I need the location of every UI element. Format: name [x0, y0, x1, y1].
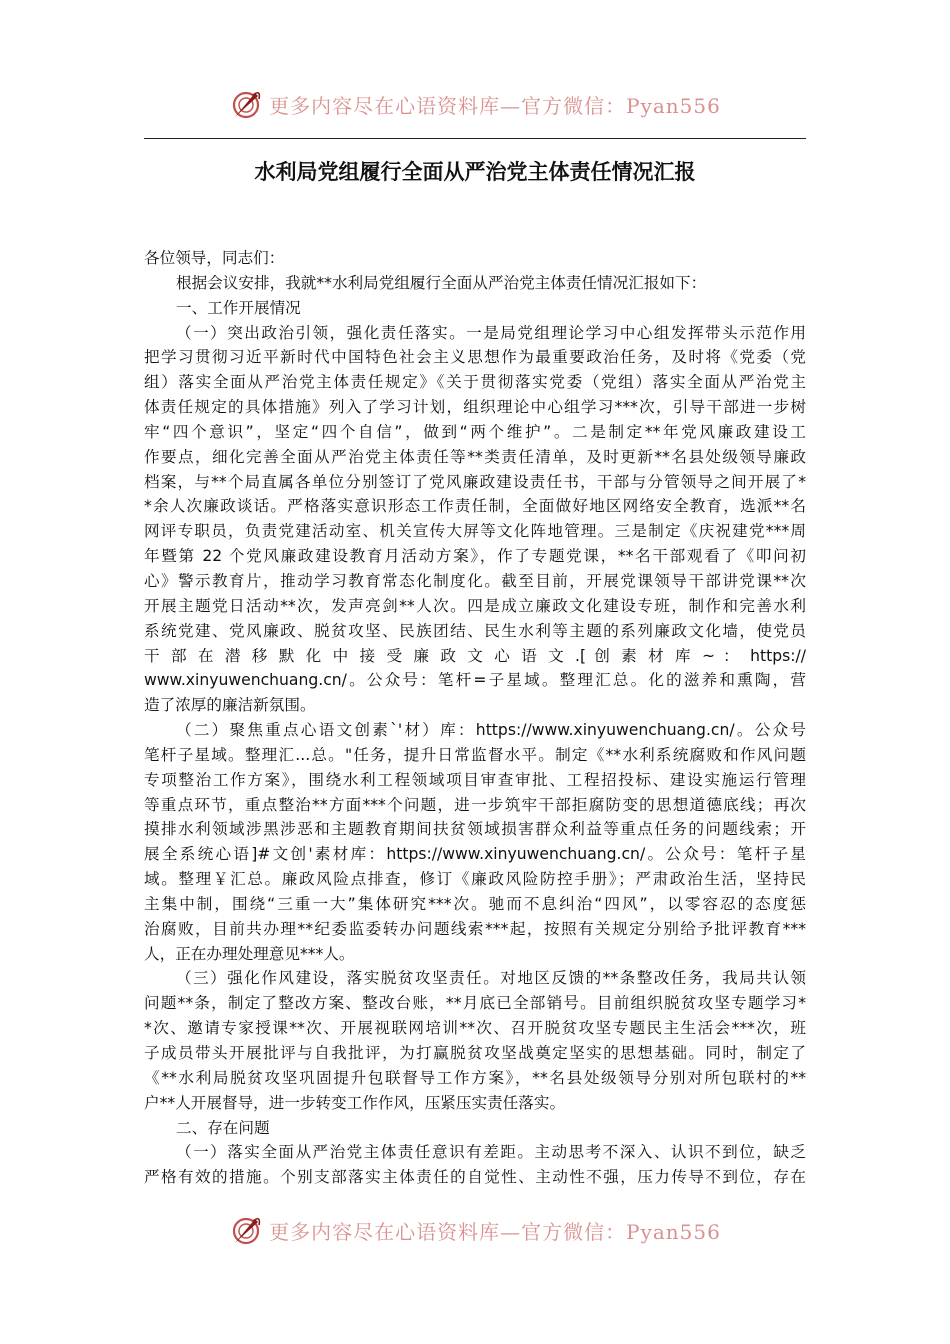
- text-line: 严格有效的措施。个别支部落实主体责任的自觉性、主动性不强，压力传导不到位，存在: [144, 1168, 806, 1187]
- text-line: 年暨第 22 个党风廉政建设教育月活动方案》，作了专题党课，**名干部观看了《叩问初: [144, 547, 806, 566]
- text-line: （一）落实全面从严治党主体责任意识有差距。主动思考不深入、认识不到位，缺乏: [176, 1143, 806, 1162]
- text-line: www.xinyuwenchuang.cn/。公众号：笔杆=子星域。整理汇总。化的滋养和熏陶，营: [144, 671, 806, 690]
- page-title: 水利局党组履行全面从严治党主体责任情况汇报: [254, 160, 696, 184]
- text-line: 摸排水利领域涉黑涉恶和主题教育期间扶贫领域损害群众利益等重点任务的问题线索；开: [144, 820, 806, 839]
- text-line: 组）落实全面从严治党主体责任规定》《关于贯彻落实党委（党组）落实全面从严治党主: [144, 373, 806, 392]
- text-line: 干 部 在 潜 移 默 化 中 接 受 廉 政 文 心 语 文 .[ 创 素 材 库 ~ ： https://: [144, 646, 806, 665]
- text-line: （三）强化作风建设，落实脱贫攻坚责任。对地区反馈的**条整改任务，我局共认领: [176, 969, 806, 988]
- header-banner: [0, 84, 950, 124]
- header-divider: [144, 138, 806, 139]
- footer-banner: [0, 1210, 950, 1250]
- quill-pen-logo-icon: [229, 87, 263, 121]
- text-line: 人，正在办理处理意见***人。: [144, 944, 355, 963]
- text-line: 治腐败，目前共办理**纪委监委转办问题线索***起，按照有关规定分别给予批评教育***: [144, 919, 806, 938]
- text-line: 体责任规定的具体措施》列入了学习计划，组织理论中心组学习***次，引导干部进一步树: [144, 398, 806, 417]
- text-line: 展全系统心语]#文创'素材库：https://www.xinyuwenchuang.cn/。公众号：笔杆子星: [144, 845, 806, 864]
- text-line: 域。整理￥汇总。廉政风险点排查，修订《廉政风险防控手册》；严肃政治生活，坚持民: [144, 870, 806, 889]
- text-line: 各位领导，同志们：: [144, 249, 285, 267]
- text-line: （二）聚焦重点心语文创素`'材）库：https://www.xinyuwenchuang.cn/。公众号: [176, 721, 806, 740]
- text-line: *余人次廉政谈话。严格落实意识形态工作责任制，全面做好地区网络安全教育，选派**名: [144, 497, 806, 516]
- text-line: 心》警示教育片，推动学习教育常态化制度化。截至目前，开展党课领导干部讲党课**次: [144, 571, 806, 590]
- text-line: 笔杆子星域。整理汇...总。"任务，提升日常监督水平。制定《**水利系统腐败和作风问题: [144, 745, 806, 764]
- text-line: 系统党建、党风廉政、脱贫攻坚、民族团结、民生水利等主题的系列廉政文化墙，使党员: [144, 621, 806, 640]
- text-line: 根据会议安排，我就**水利局党组履行全面从严治党主体责任情况汇报如下：: [176, 273, 707, 292]
- document-body: [144, 246, 806, 1190]
- header-banner-text: 更多内容尽在心语资料库—官方微信：Pyan556: [269, 93, 721, 118]
- footer-banner-text: 更多内容尽在心语资料库—官方微信：Pyan556: [269, 1219, 721, 1244]
- text-line: 牢“四个意识”，坚定“四个自信”，做到“两个维护”。二是制定**年党风廉政建设工: [144, 422, 806, 441]
- text-line: 主集中制，围绕“三重一大”集体研究***次。驰而不息纠治“四风”，以零容忍的态度惩: [144, 894, 806, 913]
- text-line: *次、邀请专家授课**次、开展视联网培训**次、召开脱贫攻坚专题民主生活会***次，班: [144, 1019, 806, 1038]
- quill-pen-logo-icon: [229, 1213, 263, 1247]
- text-line: 《**水利局脱贫攻坚巩固提升包联督导工作方案》，**名县处级领导分别对所包联村的**: [144, 1068, 806, 1087]
- text-line: 户**人开展督导，进一步转变工作作风，压紧压实责任落实。: [144, 1093, 566, 1112]
- text-line: （一）突出政治引领，强化责任落实。一是局党组理论学习中心组发挥带头示范作用: [176, 323, 806, 342]
- text-line: 作要点，细化完善全面从严治党主体责任等**类责任清单，及时更新**名县处级领导廉政: [144, 447, 806, 466]
- text-line: 问题**条，制定了整改方案、整改台账，**月底已全部销号。目前组织脱贫攻坚专题学习*: [144, 994, 806, 1013]
- text-line: 网评专职员，负责党建活动室、机关宣传大屏等文化阵地管理。三是制定《庆祝建党***周: [144, 522, 806, 541]
- text-line: 造了浓厚的廉洁新氛围。: [144, 696, 316, 715]
- text-line: 子成员带头开展批评与自我批评，为打赢脱贫攻坚战奠定坚实的思想基础。同时，制定了: [144, 1044, 806, 1062]
- text-line: 一、工作开展情况: [176, 298, 301, 317]
- text-line: 开展主题党日活动**次，发声亮剑**人次。四是成立廉政文化建设专班，制作和完善水利: [144, 596, 806, 615]
- text-line: 二、存在问题: [176, 1118, 270, 1137]
- text-line: 把学习贯彻习近平新时代中国特色社会主义思想作为最重要政治任务，及时将《党委（党: [144, 348, 806, 367]
- text-line: 档案，与**个局直属各单位分别签订了党风廉政建设责任书，干部与分管领导之间开展了*: [144, 472, 806, 491]
- text-line: 等重点环节，重点整治**方面***个问题，进一步筑牢干部拒腐防变的思想道德底线；再次: [144, 795, 806, 814]
- text-line: 专项整治工作方案》，围绕水利工程领域项目审查审批、工程招投标、建设实施运行管理: [144, 770, 806, 789]
